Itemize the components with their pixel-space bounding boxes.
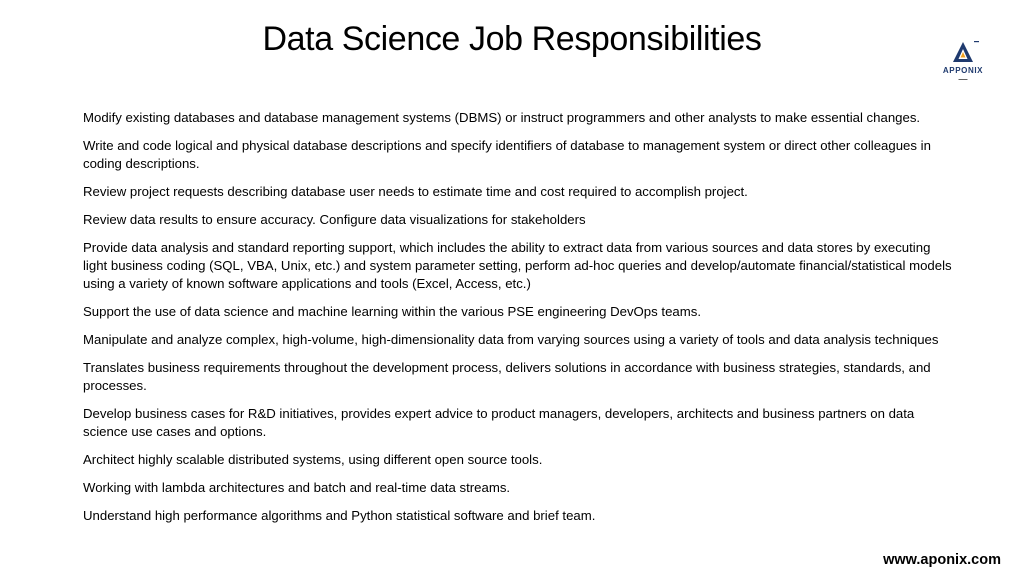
company-logo [928,40,998,90]
list-item: Review project requests describing database user needs to estimate time and cost required to accomplish project. [83,184,748,199]
list-item: Develop business cases for R&D initiatives, provides expert advice to product managers, developers, architects and business partners on data science use cases and options. [83,406,915,439]
list-item: Translates business requirements throughout the development process, delivers solutions in accordance with business strategies, standards, and processes. [83,360,931,393]
list-item: Write and code logical and physical database descriptions and specify identifiers of database to management system or direct other colleagues in coding descriptions. [83,138,931,171]
slide-title: Data Science Job Responsibilities [262,20,762,58]
triangle-a-logo-icon [928,40,998,66]
responsibilities-list [83,109,953,535]
list-item: Understand high performance algorithms and Python statistical software and brief team. [83,508,596,523]
list-item: Manipulate and analyze complex, high-volume, high-dimensionality data from varying sources using a variety of tools and data analysis techniques [83,332,939,347]
list-item: Architect highly scalable distributed systems, using different open source tools. [83,452,543,467]
logo-wordmark: APPONIX [942,66,984,75]
footer-website: www.aponix.com [883,552,1001,568]
list-item: Support the use of data science and machine learning within the various PSE engineering DevOps teams. [83,304,701,319]
list-item: Provide data analysis and standard reporting support, which includes the ability to extract data from various sources and data stores by executing light business coding (SQL, VBA, Unix, etc.) and system parameter setting, perform ad-hoc queries and develop/automate financial/statistical models using a variety of known software applications and tools (Excel, Access, etc.) [83,240,952,291]
list-item: Review data results to ensure accuracy. Configure data visualizations for stakeholders [83,212,586,227]
list-item: Working with lambda architectures and batch and real-time data streams. [83,480,511,495]
list-item: Modify existing databases and database management systems (DBMS) or instruct programmers and other analysts to make essential changes. [83,110,921,125]
logo-tagline: ▬▬▬ [958,77,968,81]
